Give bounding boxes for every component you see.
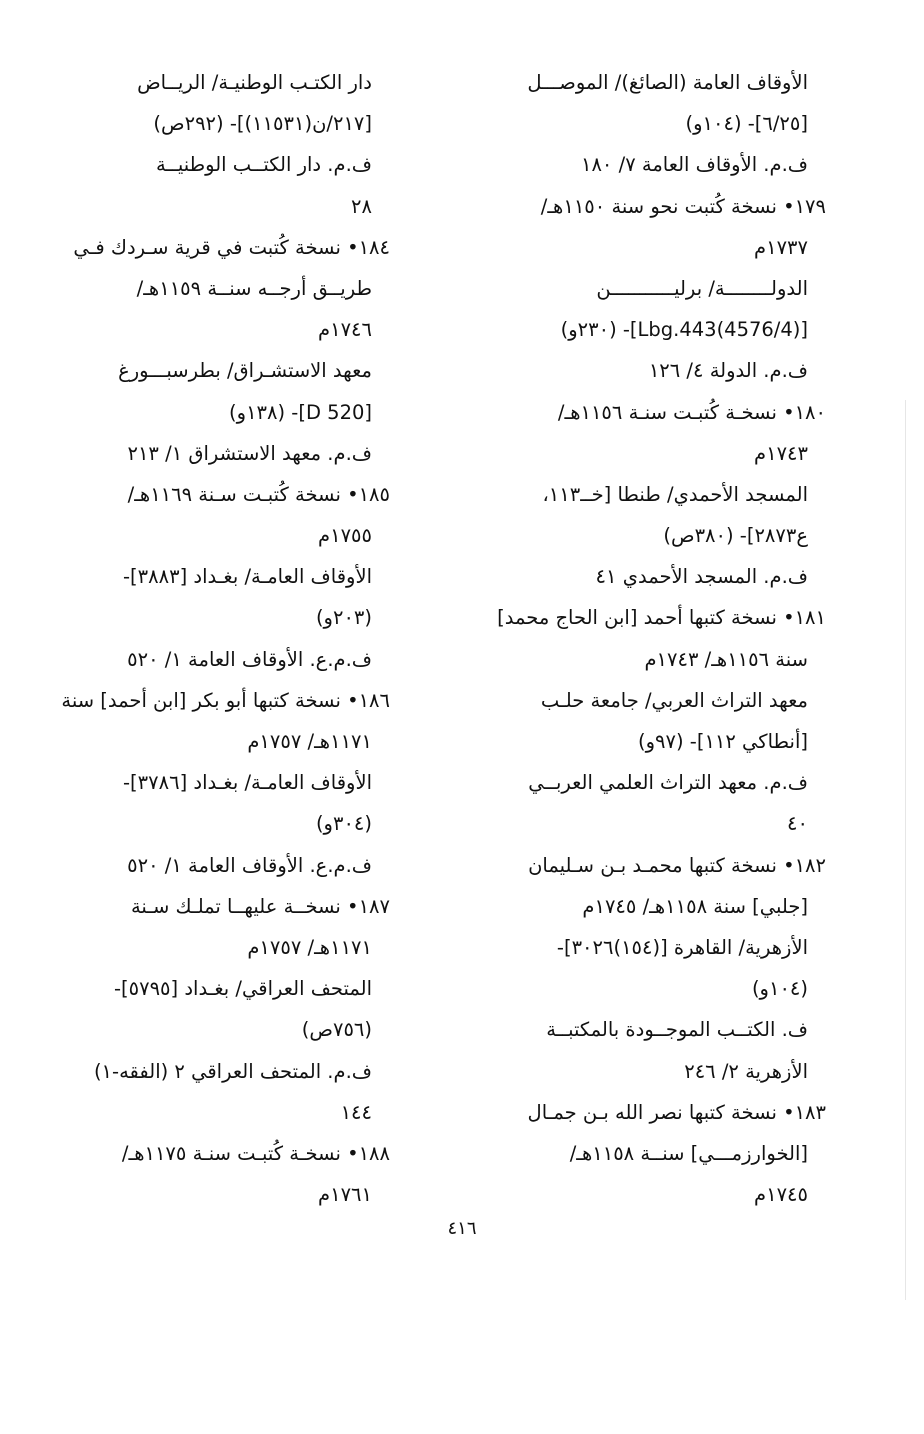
entry-detail-line: ١١٧١هـ/ ١٧٥٧م	[247, 730, 372, 753]
entry-detail-line: ف.م.ع. الأوقاف العامة ١/ ٥٢٠	[127, 853, 372, 877]
entry-detail-line: ١٧٤٣م	[754, 441, 808, 465]
entry-heading-line: ١٧٩• نسخة كُتبت نحو سنة ١١٥٠هـ/	[540, 194, 826, 218]
entry-heading-line: ١٨٢• نسخة كتبها محمـد بـن سـليمان	[528, 853, 826, 877]
entry-heading-line: ١٨٣• نسخة كتبها نصر الله بـن جمـال	[527, 1100, 826, 1124]
entry-detail-line: طريــق أرجــه سنــة ١١٥٩هـ/	[136, 276, 372, 300]
entry-detail-line: ف.م.ع. الأوقاف العامة ١/ ٥٢٠	[127, 647, 372, 671]
entry-detail-line: ١١٧١هـ/ ١٧٥٧م	[247, 935, 372, 959]
entry-detail-line: ف.م. الدولة ٤/ ١٢٦	[648, 359, 808, 383]
entry-heading-line: ١٨٤• نسخة كُتبت في قرية سـردك فـي	[73, 235, 390, 259]
entry-detail-line: الدولــــــــة/ برليـــــــــــن	[596, 276, 808, 300]
entry-detail-line: ٢٨	[351, 194, 372, 218]
entry-detail-line: [Lbg.443(4576/4)]- (٢٣٠و)	[560, 318, 808, 342]
page-number: ٤١٦	[447, 1218, 477, 1239]
entry-detail-line: ف.م. المتحف العراقي ٢ (الفقه-١)	[93, 1059, 372, 1083]
entry-detail-line: [٢١٧/ن(١١٥٣١)]- (٢٩٢ص)	[153, 112, 372, 136]
entry-detail-line: (٢٠٣و)	[315, 606, 372, 630]
entry-detail-line: ف.م. الأوقاف العامة ٧/ ١٨٠	[580, 153, 808, 177]
entry-detail-line: المتحف العراقي/ بغـداد [٥٧٩٥]-	[113, 977, 372, 1001]
entry-detail-line: دار الكتـب الوطنيـة/ الريــاض	[137, 71, 372, 94]
entry-detail-line: ف. الكتــب الموجــودة بالمكتبــة	[546, 1018, 808, 1042]
entry-detail-line: [٦/٢٥]- (١٠٤و)	[685, 112, 808, 136]
entry-detail-line: ٤٠	[787, 812, 808, 836]
entry-detail-line: ١٧٦١م	[318, 1183, 372, 1207]
entry-detail-line: ف.م. المسجد الأحمدي ٤١	[595, 565, 808, 589]
entry-detail-line: ع٢٨٧٣]- (٣٨٠ص)	[663, 524, 808, 548]
entry-detail-line: (١٠٤و)	[751, 977, 808, 1001]
entry-heading-line: ١٨٥• نسخة كُتبـت سـنة ١١٦٩هـ/	[127, 482, 390, 506]
entry-heading-line: ١٨٦• نسخة كتبها أبو بكر [ابن أحمد] سنة	[61, 688, 390, 712]
entry-detail-line: الأوقاف العامـة/ بغـداد [٣٧٨٦]-	[123, 771, 372, 795]
entry-heading-line: ١٨٠• نسخـة كُتبـت سنـة ١١٥٦هـ/	[557, 400, 826, 424]
entry-detail-line: ١٧٣٧م	[754, 235, 808, 259]
entry-detail-line: الأوقاف العامة (الصائغ)/ الموصـــل	[527, 71, 808, 94]
entry-detail-line: [أنطاكي ١١٢]- (٩٧و)	[638, 730, 808, 753]
entry-heading-line: ١٨٧• نسخــة عليهــا تملـك سـنة	[130, 894, 390, 918]
entry-detail-line: ١٧٤٥م	[754, 1183, 808, 1207]
entry-detail-line: (٧٥٦ص)	[301, 1018, 372, 1042]
entry-detail-line: ف.م. معهد الاستشراق ١/ ٢١٣	[127, 441, 372, 465]
entry-heading-line: ١٨١• نسخة كتبها أحمد [ابن الحاج محمد]	[497, 606, 826, 630]
entry-detail-line: معهد الاستشـراق/ بطرسبـــورغ	[118, 359, 372, 383]
entry-detail-line: [الخوارزمـــي] سنــة ١١٥٨هـ/	[569, 1141, 808, 1165]
entry-detail-line: الأوقاف العامـة/ بغـداد [٣٨٨٣]-	[123, 565, 372, 589]
entry-detail-line: معهد التراث العربي/ جامعة حلـب	[540, 688, 808, 712]
entry-detail-line: الأزهرية ٢/ ٢٤٦	[684, 1059, 808, 1083]
entry-detail-line: المسجد الأحمدي/ طنطا [خــ١١٣،	[542, 482, 808, 506]
entry-detail-line: (٣٠٤و)	[315, 812, 372, 836]
entry-detail-line: الأزهرية/ القاهرة [(١٥٤)٣٠٢٦]-	[556, 935, 808, 959]
entry-detail-line: ١٤٤	[340, 1100, 372, 1124]
entry-detail-line: ١٧٥٥م	[318, 524, 372, 548]
entry-detail-line: [D 520]- (١٣٨و)	[229, 400, 372, 424]
entry-detail-line: ف.م. معهد التراث العلمي العربــي	[528, 771, 808, 795]
entry-detail-line: سنة ١١٥٦هـ/ ١٧٤٣م	[644, 647, 808, 671]
entry-detail-line: ف.م. دار الكتــب الوطنيــة	[156, 153, 372, 177]
right-column	[466, 62, 826, 1215]
entry-detail-line: [جلبي] سنة ١١٥٨هـ/ ١٧٤٥م	[582, 894, 808, 918]
entry-detail-line: ١٧٤٦م	[318, 318, 372, 342]
page-edge-shadow	[905, 400, 906, 1300]
entry-heading-line: ١٨٨• نسخـة كُتبـت سنـة ١١٧٥هـ/	[121, 1141, 390, 1165]
left-column	[30, 62, 390, 1215]
